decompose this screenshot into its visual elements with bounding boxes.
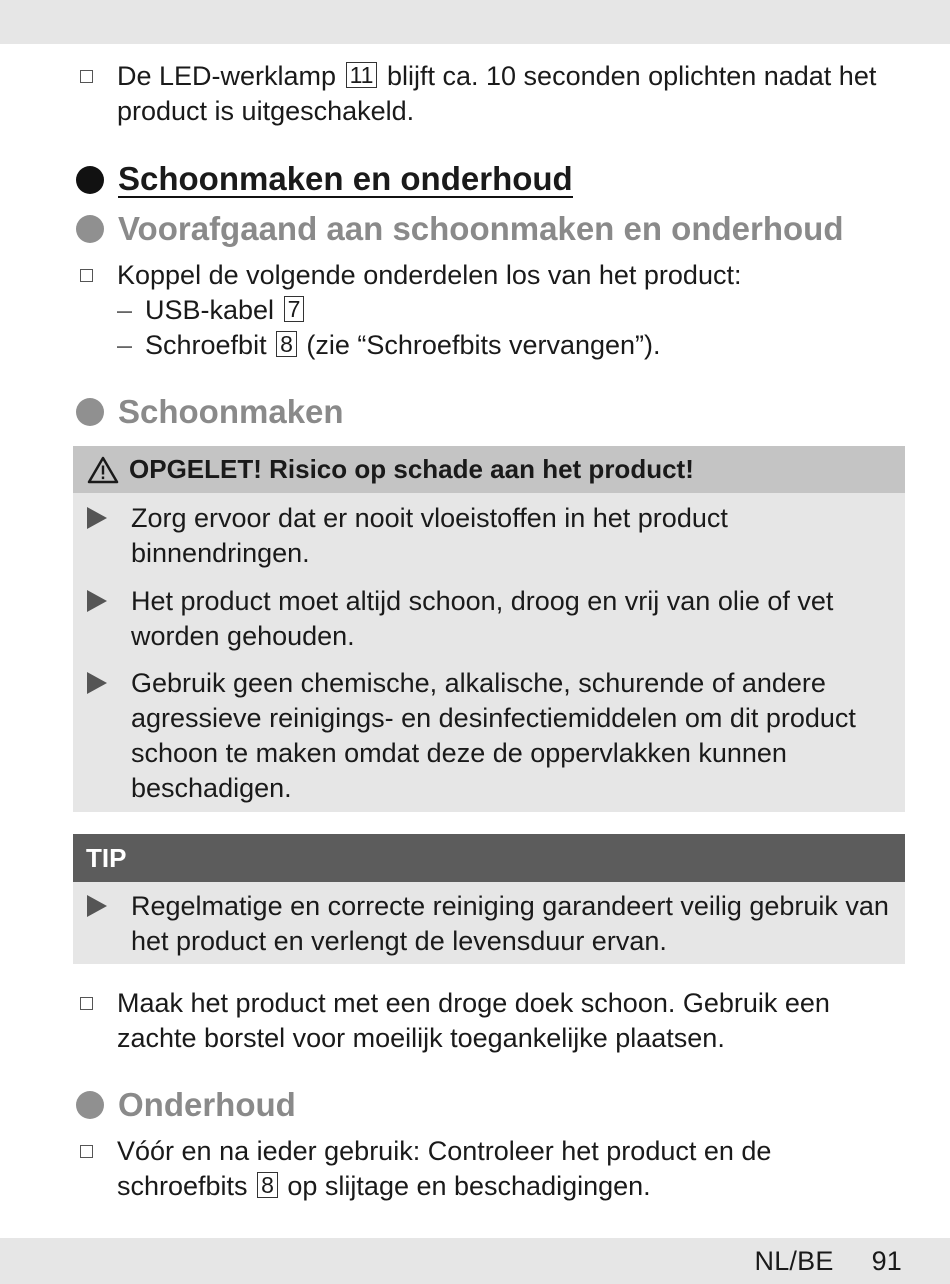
step-text: Koppel de volgende onderdelen los van het product: (117, 260, 742, 290)
section-title: Schoonmaken en onderhoud (118, 160, 573, 197)
checkbox-square-icon (80, 997, 93, 1010)
warning-header (73, 446, 905, 493)
subheading-cleaning (76, 393, 344, 431)
warning-box (73, 446, 905, 812)
triangle-right-icon (87, 507, 107, 529)
grey-circle-icon (76, 1091, 104, 1119)
warning-triangle-icon (87, 456, 119, 484)
step-led-worklamp (80, 59, 900, 129)
dash-marker: – (117, 330, 133, 360)
subheading-title: Schoonmaken (118, 393, 344, 430)
step-text: Vóór en na ieder gebruik: Controleer het product en de schroefbits 8 op slijtage en beschadigingen. (117, 1136, 772, 1201)
tip-header: TIP (73, 834, 905, 882)
step-inspect (80, 1134, 900, 1204)
top-band (0, 0, 950, 44)
tip-item: Regelmatige en correcte reiniging garandeert veilig gebruik van het product en verlengt de levensduur ervan. (87, 889, 897, 959)
ref-number: 7 (284, 296, 305, 322)
filled-circle-icon (76, 166, 104, 194)
ref-number: 8 (257, 1172, 278, 1198)
subheading-title: Voorafgaand aan schoonmaken en onderhoud (118, 210, 844, 247)
step-text: Maak het product met een droge doek schoon. Gebruik een zachte borstel voor moeilijk toegankelijke plaatsen. (117, 988, 830, 1053)
step-text: De LED-werklamp 11 blijft ca. 10 seconden oplichten nadat het product is uitgeschakeld. (117, 61, 877, 126)
ref-number: 8 (276, 331, 297, 357)
checkbox-square-icon (80, 70, 93, 83)
step-disconnect (80, 258, 900, 293)
warning-title: OPGELET! Risico op schade aan het product! (129, 454, 694, 484)
page-footer (755, 1246, 902, 1277)
list-item-screwdriver-bit: – Schroefbit 8 (zie “Schroefbits vervangen”). (117, 328, 661, 363)
step-clean-cloth (80, 986, 900, 1056)
dash-marker: – (117, 295, 133, 325)
grey-circle-icon (76, 215, 104, 243)
language-code: NL/BE (754, 1246, 834, 1276)
section-heading (76, 162, 573, 198)
triangle-right-icon (87, 590, 107, 612)
checkbox-square-icon (80, 269, 93, 282)
grey-circle-icon (76, 398, 104, 426)
tip-box (73, 834, 905, 964)
checkbox-square-icon (80, 1145, 93, 1158)
list-item-usb-cable: – USB-kabel 7 (117, 293, 306, 328)
subheading-maintenance (76, 1086, 296, 1124)
warning-item: Gebruik geen chemische, alkalische, schurende of andere agressieve reinigings- en desinfectiemiddelen om dit product schoon te maken omdat deze de oppervlakken kunnen beschadigen. (87, 666, 897, 806)
triangle-right-icon (87, 672, 107, 694)
warning-item: Het product moet altijd schoon, droog en vrij van olie of vet worden gehouden. (87, 584, 897, 654)
triangle-right-icon (87, 895, 107, 917)
page-number: 91 (871, 1246, 902, 1276)
ref-number: 11 (346, 62, 378, 88)
warning-item: Zorg ervoor dat er nooit vloeistoffen in het product binnendringen. (87, 501, 897, 571)
subheading-pre-cleaning (76, 210, 843, 248)
subheading-title: Onderhoud (118, 1086, 296, 1123)
